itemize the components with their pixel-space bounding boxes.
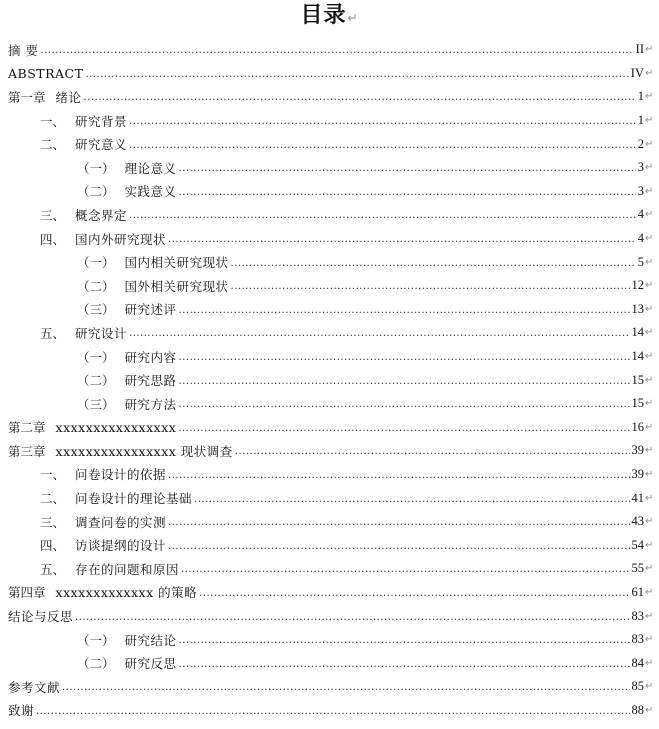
toc-entry-page: 88 xyxy=(631,702,644,717)
paragraph-mark-icon: ↵ xyxy=(645,468,654,480)
toc-entry[interactable] xyxy=(0,132,659,156)
toc-entry[interactable] xyxy=(0,321,659,345)
toc-entry-page: 13 xyxy=(631,301,644,316)
toc-entry-number: 第二章 xyxy=(8,420,46,436)
toc-entry-page: 15 xyxy=(631,396,644,411)
toc-entry-title: 国外相关研究现状 xyxy=(124,278,229,294)
toc-entry[interactable] xyxy=(0,368,659,392)
toc-entry[interactable] xyxy=(0,510,659,534)
toc-entry-title: 结论与反思 xyxy=(8,609,74,625)
page-title xyxy=(0,2,659,32)
toc-entry-page: II xyxy=(635,42,644,57)
toc-entry-title: 理论意义 xyxy=(124,160,177,176)
toc-entry-number: 一、 xyxy=(40,113,66,129)
dot-leader xyxy=(179,349,630,364)
toc-entry-title: 研究设计 xyxy=(75,325,128,341)
dot-leader xyxy=(85,66,628,81)
paragraph-mark-icon: ↵ xyxy=(645,233,654,245)
toc-entry-title: xxxxxxxxxxxxxxxx 现状调查 xyxy=(55,443,233,459)
toc-entry-page: IV xyxy=(630,65,644,80)
dot-leader xyxy=(168,514,629,529)
dot-leader xyxy=(62,679,629,694)
paragraph-mark-icon: ↵ xyxy=(645,539,654,551)
toc-entry[interactable] xyxy=(0,298,659,322)
toc-entry-page: 85 xyxy=(631,679,644,694)
dot-leader xyxy=(231,255,636,270)
dot-leader xyxy=(181,561,629,576)
toc-entry[interactable] xyxy=(0,486,659,510)
paragraph-mark-icon: ↵ xyxy=(645,91,654,103)
paragraph-mark-icon: ↵ xyxy=(645,162,654,174)
toc-entry-title: 国内相关研究现状 xyxy=(124,255,229,271)
dot-leader xyxy=(179,302,630,317)
toc-entry-number: （一） xyxy=(77,349,115,365)
toc-entry-title: 研究述评 xyxy=(124,302,177,318)
toc-entry-title: 研究反思 xyxy=(124,656,177,672)
toc-entry-number: （二） xyxy=(77,656,115,672)
paragraph-mark-icon: ↵ xyxy=(645,303,654,315)
dot-leader xyxy=(199,585,629,600)
toc-entry-number: 第三章 xyxy=(8,443,46,459)
paragraph-mark-icon: ↵ xyxy=(645,256,654,268)
paragraph-mark-icon: ↵ xyxy=(645,67,654,79)
dot-leader xyxy=(179,160,636,175)
toc-entry-page: 43 xyxy=(631,514,644,529)
paragraph-mark-icon: ↵ xyxy=(645,492,654,504)
dot-leader xyxy=(75,609,629,624)
toc-entry-number: 五、 xyxy=(40,325,66,341)
dot-leader xyxy=(40,42,633,57)
toc-entry-title: 实践意义 xyxy=(124,184,177,200)
toc-entry-page: 2 xyxy=(637,136,644,151)
toc-entry[interactable] xyxy=(0,651,659,675)
toc-entry-title: 研究内容 xyxy=(124,349,177,365)
toc-entry-title: ABSTRACT xyxy=(8,65,84,81)
toc-entry-number: 二、 xyxy=(40,491,66,507)
toc-entry-page: 12 xyxy=(631,278,644,293)
dot-leader xyxy=(36,703,629,718)
toc-entry-title: 研究结论 xyxy=(124,632,177,648)
toc-entry[interactable] xyxy=(0,345,659,369)
toc-entry[interactable] xyxy=(0,109,659,133)
toc-entry-title: 问卷设计的理论基础 xyxy=(75,491,193,507)
dot-leader xyxy=(84,89,636,104)
toc-entry-page: 1 xyxy=(637,89,644,104)
toc-entry-title: 研究思路 xyxy=(124,373,177,389)
dot-leader xyxy=(235,443,630,458)
toc-entry-title: 访谈提纲的设计 xyxy=(75,538,167,554)
paragraph-mark-icon: ↵ xyxy=(645,634,654,646)
dot-leader xyxy=(179,373,630,388)
toc-entry-number: 一、 xyxy=(40,467,66,483)
toc-entry-number: （二） xyxy=(77,184,115,200)
paragraph-mark-icon: ↵ xyxy=(645,115,654,127)
toc-entry-number: （一） xyxy=(77,255,115,271)
paragraph-mark-icon: ↵ xyxy=(645,610,654,622)
toc-entry-page: 5 xyxy=(637,254,644,269)
toc-entry-page: 14 xyxy=(631,349,644,364)
paragraph-mark-icon: ↵ xyxy=(645,681,654,693)
toc-entry[interactable] xyxy=(0,85,659,109)
toc-entry-page: 84 xyxy=(631,655,644,670)
toc-entry-page: 3 xyxy=(637,183,644,198)
toc-entry[interactable] xyxy=(0,392,659,416)
toc-entry-title: 摘 要 xyxy=(8,42,39,58)
paragraph-mark-icon: ↵ xyxy=(645,44,654,56)
toc-entry-number: 三、 xyxy=(40,207,66,223)
toc-entry[interactable] xyxy=(0,38,659,62)
toc-entry-number: 第一章 xyxy=(8,89,46,105)
toc-entry-number: （一） xyxy=(77,632,115,648)
paragraph-mark-icon: ↵ xyxy=(347,11,359,25)
paragraph-mark-icon: ↵ xyxy=(645,445,654,457)
paragraph-mark-icon: ↵ xyxy=(645,138,654,150)
dot-leader xyxy=(179,632,630,647)
dot-leader xyxy=(129,113,636,128)
toc-entry-page: 41 xyxy=(631,490,644,505)
paragraph-mark-icon: ↵ xyxy=(645,374,654,386)
toc-entry-title: 研究方法 xyxy=(124,396,177,412)
toc-entry[interactable] xyxy=(0,439,659,463)
toc-entry-number: 二、 xyxy=(40,137,66,153)
toc-entry-title: 国内外研究现状 xyxy=(75,231,167,247)
toc-entry-page: 39 xyxy=(631,443,644,458)
toc-entry-number: 四、 xyxy=(40,538,66,554)
paragraph-mark-icon: ↵ xyxy=(645,351,654,363)
paragraph-mark-icon: ↵ xyxy=(645,657,654,669)
toc-entry-title: 存在的问题和原因 xyxy=(75,561,180,577)
toc-entry-title: 问卷设计的依据 xyxy=(75,467,167,483)
toc-entry[interactable] xyxy=(0,62,659,86)
dot-leader xyxy=(129,137,636,152)
paragraph-mark-icon: ↵ xyxy=(645,704,654,716)
toc-entry[interactable] xyxy=(0,156,659,180)
toc-entry[interactable] xyxy=(0,180,659,204)
toc-entry-page: 4 xyxy=(637,231,644,246)
toc-entry-title: xxxxxxxxxxxxxxxx xyxy=(55,419,177,435)
toc-entry[interactable] xyxy=(0,463,659,487)
dot-leader xyxy=(168,231,636,246)
paragraph-mark-icon: ↵ xyxy=(645,327,654,339)
toc-entry-number: 三、 xyxy=(40,514,66,530)
paragraph-mark-icon: ↵ xyxy=(645,398,654,410)
dot-leader xyxy=(129,207,636,222)
toc-entry-page: 1 xyxy=(637,113,644,128)
toc-entry[interactable] xyxy=(0,227,659,251)
toc-entry-number: 五、 xyxy=(40,561,66,577)
dot-leader xyxy=(178,420,629,435)
dot-leader xyxy=(168,538,629,553)
toc-entry-page: 61 xyxy=(631,584,644,599)
toc-entry-page: 39 xyxy=(631,466,644,481)
toc-entry-page: 14 xyxy=(631,325,644,340)
toc-entry-page: 15 xyxy=(631,372,644,387)
toc-entry-number: （二） xyxy=(77,278,115,294)
toc-entry[interactable] xyxy=(0,557,659,581)
toc-entry-page: 55 xyxy=(631,561,644,576)
toc-entry-number: （三） xyxy=(77,302,115,318)
toc-entry-title: 研究意义 xyxy=(75,137,128,153)
toc-entry-number: （二） xyxy=(77,373,115,389)
toc-entry[interactable] xyxy=(0,675,659,699)
toc-entry-title: 研究背景 xyxy=(75,113,128,129)
toc-entry-title: 参考文献 xyxy=(8,679,61,695)
paragraph-mark-icon: ↵ xyxy=(645,209,654,221)
dot-leader xyxy=(231,278,630,293)
toc-entry[interactable] xyxy=(0,250,659,274)
table-of-contents xyxy=(0,38,659,722)
page-title-text: 目录 xyxy=(300,3,347,28)
dot-leader xyxy=(179,396,630,411)
toc-entry-title: 致谢 xyxy=(8,703,35,719)
toc-entry[interactable] xyxy=(0,203,659,227)
toc-entry[interactable] xyxy=(0,699,659,723)
toc-entry-page: 4 xyxy=(637,207,644,222)
toc-entry-number: （一） xyxy=(77,160,115,176)
toc-entry-title: 调查问卷的实测 xyxy=(75,514,167,530)
toc-entry-page: 16 xyxy=(631,419,644,434)
dot-leader xyxy=(179,184,636,199)
toc-entry-number: 四、 xyxy=(40,231,66,247)
toc-entry-number: （三） xyxy=(77,396,115,412)
paragraph-mark-icon: ↵ xyxy=(645,421,654,433)
dot-leader xyxy=(168,467,629,482)
toc-entry[interactable] xyxy=(0,416,659,440)
toc-entry[interactable] xyxy=(0,274,659,298)
paragraph-mark-icon: ↵ xyxy=(645,586,654,598)
toc-entry[interactable] xyxy=(0,628,659,652)
toc-entry-title: 概念界定 xyxy=(75,207,128,223)
toc-entry-title: xxxxxxxxxxxxx 的策略 xyxy=(55,585,198,601)
toc-entry[interactable] xyxy=(0,604,659,628)
dot-leader xyxy=(194,491,629,506)
paragraph-mark-icon: ↵ xyxy=(645,280,654,292)
toc-entry[interactable] xyxy=(0,533,659,557)
paragraph-mark-icon: ↵ xyxy=(645,185,654,197)
toc-entry-page: 54 xyxy=(631,537,644,552)
toc-entry-page: 83 xyxy=(631,632,644,647)
toc-entry-title: 绪论 xyxy=(55,89,82,105)
toc-entry-number: 第四章 xyxy=(8,585,46,601)
toc-entry-page: 3 xyxy=(637,160,644,175)
paragraph-mark-icon: ↵ xyxy=(645,563,654,575)
toc-entry[interactable] xyxy=(0,581,659,605)
dot-leader xyxy=(179,656,630,671)
paragraph-mark-icon: ↵ xyxy=(645,516,654,528)
dot-leader xyxy=(129,325,629,340)
toc-entry-page: 83 xyxy=(631,608,644,623)
